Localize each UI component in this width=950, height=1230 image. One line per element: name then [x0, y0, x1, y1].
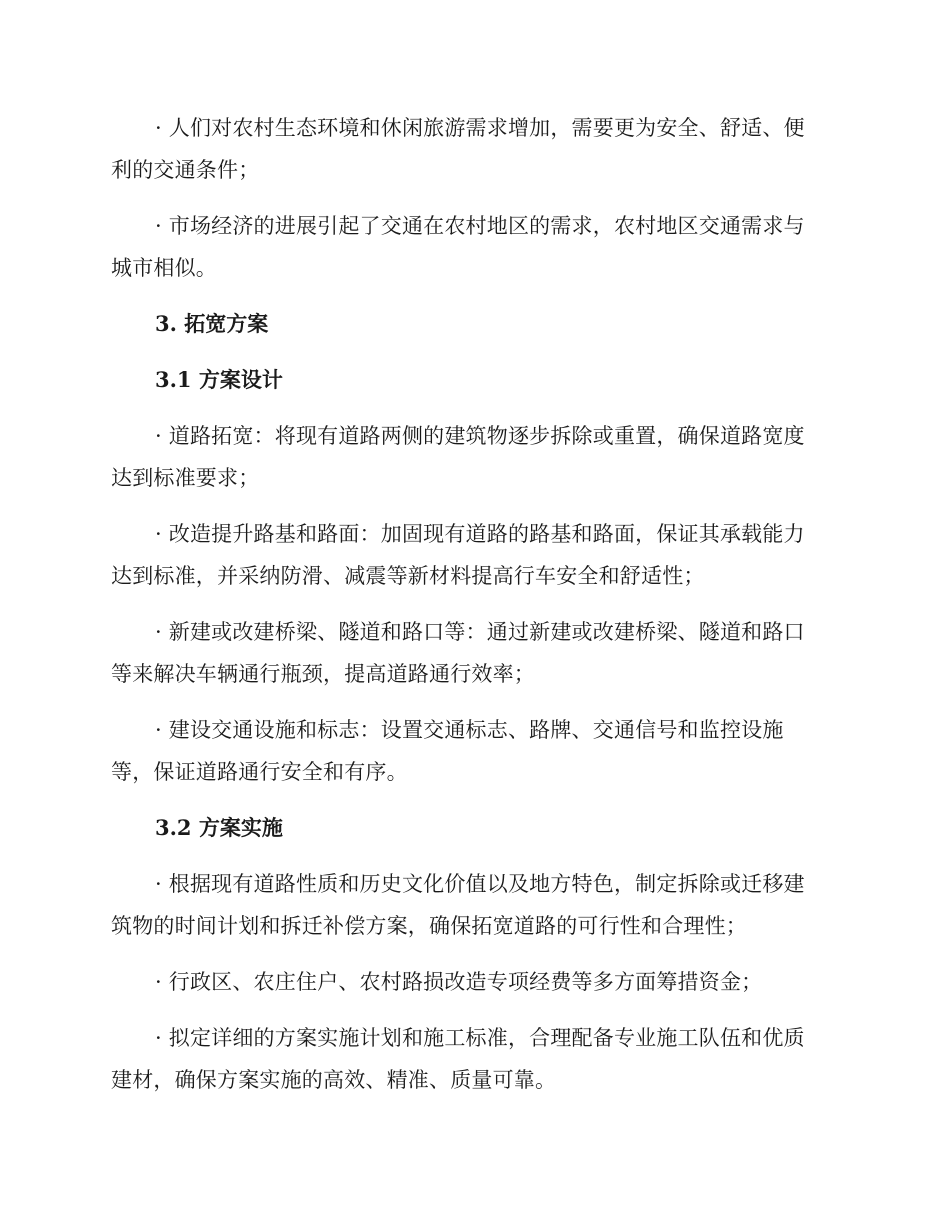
list-item: · 建设交通设施和标志：设置交通标志、路牌、交通信号和监控设施等，保证道路通行安全和有序。: [111, 718, 784, 784]
list-item: · 改造提升路基和路面：加固现有道路的路基和路面，保证其承载能力达到标准，并采纳防滑、减震等新材料提高行车安全和舒适性；: [111, 522, 805, 588]
subsection-heading: 3.2 方案实施: [155, 815, 283, 840]
list-item: · 新建或改建桥梁、隧道和路口等：通过新建或改建桥梁、隧道和路口等来解决车辆通行瓶颈，提高道路通行效率；: [111, 620, 805, 686]
subsection-heading: 3.1 方案设计: [155, 367, 283, 392]
section-heading: 3. 拓宽方案: [155, 311, 269, 336]
document-body: [111, 107, 823, 1115]
list-item: · 行政区、农庄住户、农村路损改造专项经费等多方面筹措资金；: [155, 970, 763, 994]
paragraph: · 市场经济的进展引起了交通在农村地区的需求，农村地区交通需求与城市相似。: [111, 214, 805, 280]
list-item: · 道路拓宽：将现有道路两侧的建筑物逐步拆除或重置，确保道路宽度达到标准要求；: [111, 424, 805, 490]
paragraph: · 人们对农村生态环境和休闲旅游需求增加，需要更为安全、舒适、便利的交通条件；: [111, 116, 805, 182]
list-item: · 根据现有道路性质和历史文化价值以及地方特色，制定拆除或迁移建筑物的时间计划和拆迁补偿方案，确保拓宽道路的可行性和合理性；: [111, 872, 805, 938]
list-item: · 拟定详细的方案实施计划和施工标准，合理配备专业施工队伍和优质建材，确保方案实施的高效、精准、质量可靠。: [111, 1026, 805, 1092]
